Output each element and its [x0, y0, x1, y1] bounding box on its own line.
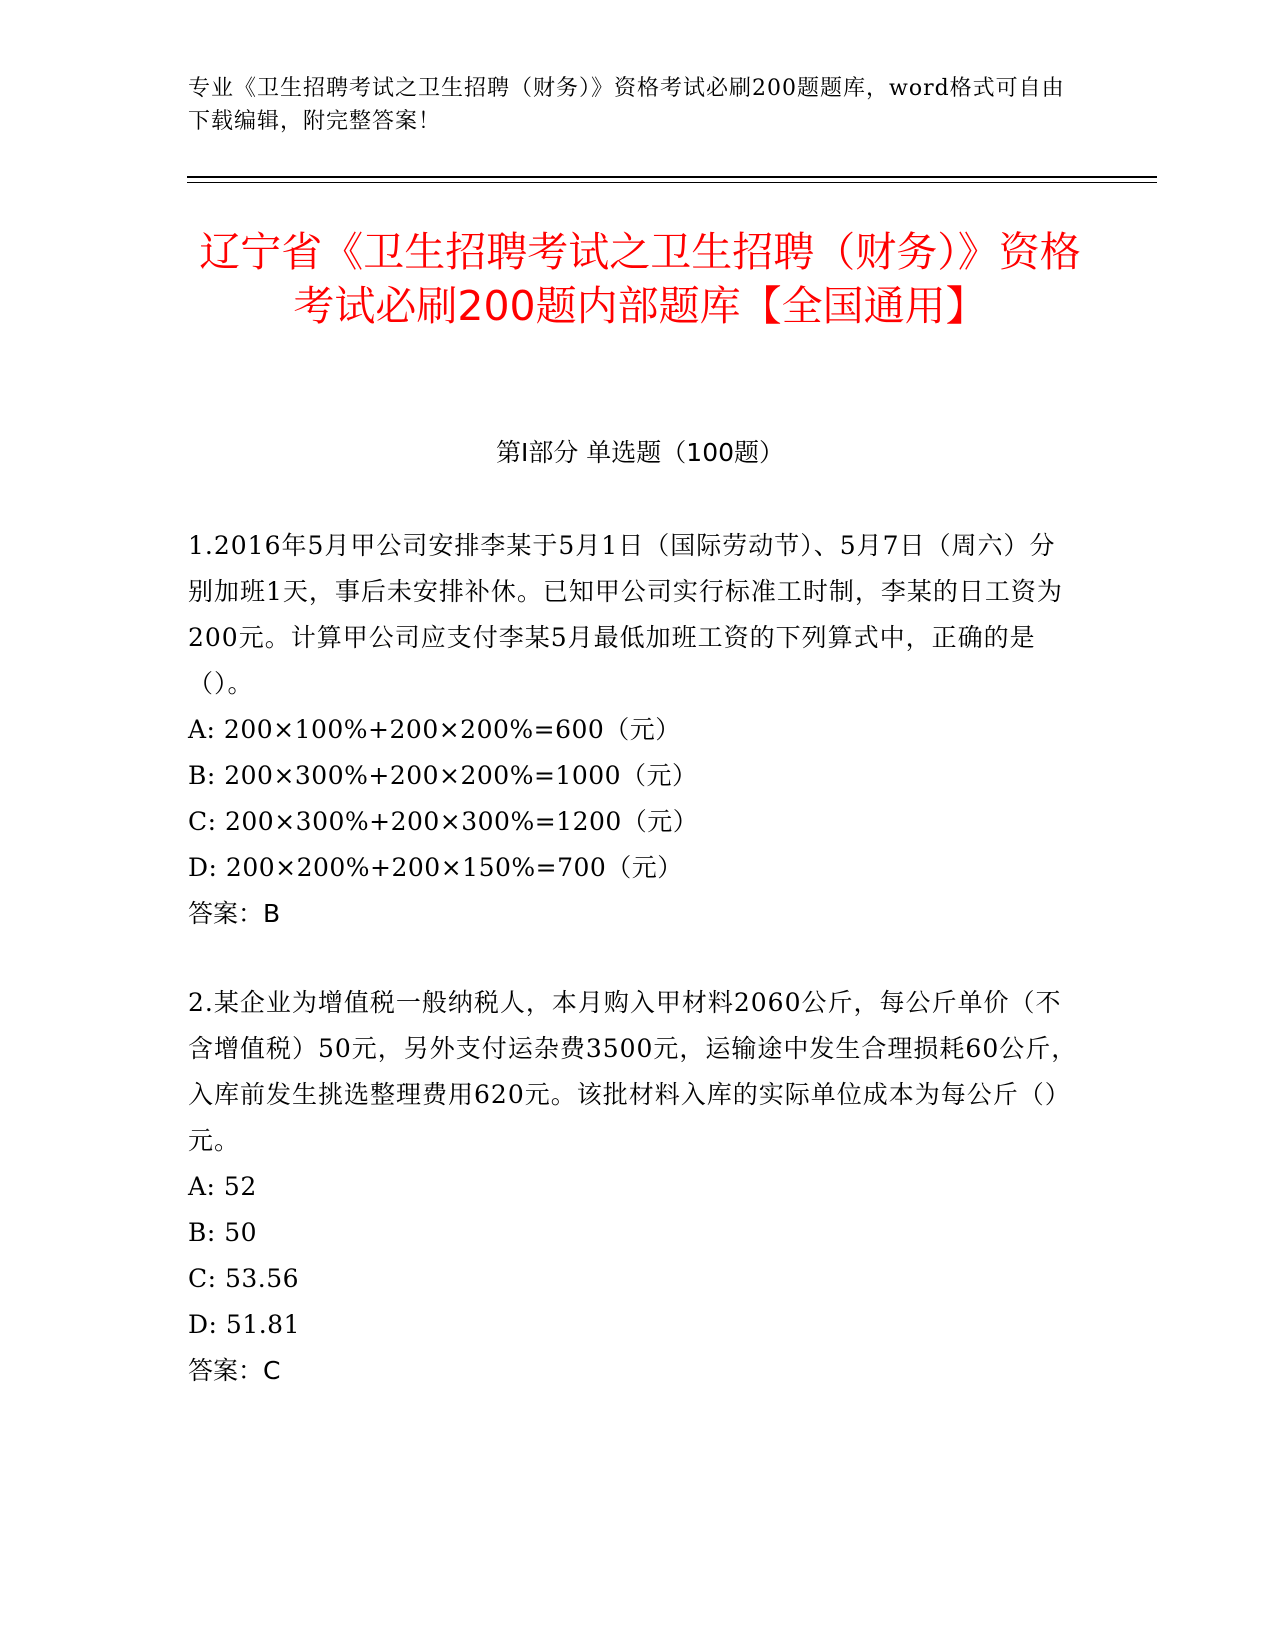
section-title: 第I部分 单选题（100题）	[495, 438, 785, 467]
document-title: 辽宁省《卫生招聘考试之卫生招聘（财务）》资格考试必刷200题内部题库【全国通用】	[199, 228, 1081, 330]
header-divider-thin	[187, 182, 1157, 183]
question-1	[188, 523, 1078, 937]
option-b: B: 200×300%+200×200%=1000（元）	[188, 761, 698, 790]
question-2	[188, 980, 1078, 1394]
option-a: A: 52	[188, 1172, 257, 1201]
option-c: C: 200×300%+200×300%=1200（元）	[188, 807, 699, 836]
answer-line: 答案：B	[188, 899, 281, 928]
question-stem: 2.某企业为增值税一般纳税人，本月购入甲材料2060公斤，每公斤单价（不含增值税）50元，另外支付运杂费3500元，运输途中发生合理损耗60公斤，入库前发生挑选整理费用620元。该批材料入库的实际单位成本为每公斤（）元。	[188, 988, 1078, 1155]
option-c: C: 53.56	[188, 1264, 300, 1293]
answer-line: 答案：C	[188, 1356, 281, 1385]
option-d: D: 200×200%+200×150%=700（元）	[188, 853, 683, 882]
question-stem: 1.2016年5月甲公司安排李某于5月1日（国际劳动节）、5月7日（周六）分别加班1天，事后未安排补休。已知甲公司实行标准工时制，李某的日工资为200元。计算甲公司应支付李某5月最低加班工资的下列算式中，正确的是（）。	[188, 531, 1063, 698]
option-a: A: 200×100%+200×200%=600（元）	[188, 715, 681, 744]
option-d: D: 51.81	[188, 1310, 300, 1339]
header-note: 专业《卫生招聘考试之卫生招聘（财务）》资格考试必刷200题题库，word格式可自由下载编辑，附完整答案！	[188, 76, 1065, 134]
header-divider-thick	[187, 176, 1157, 178]
option-b: B: 50	[188, 1218, 258, 1247]
